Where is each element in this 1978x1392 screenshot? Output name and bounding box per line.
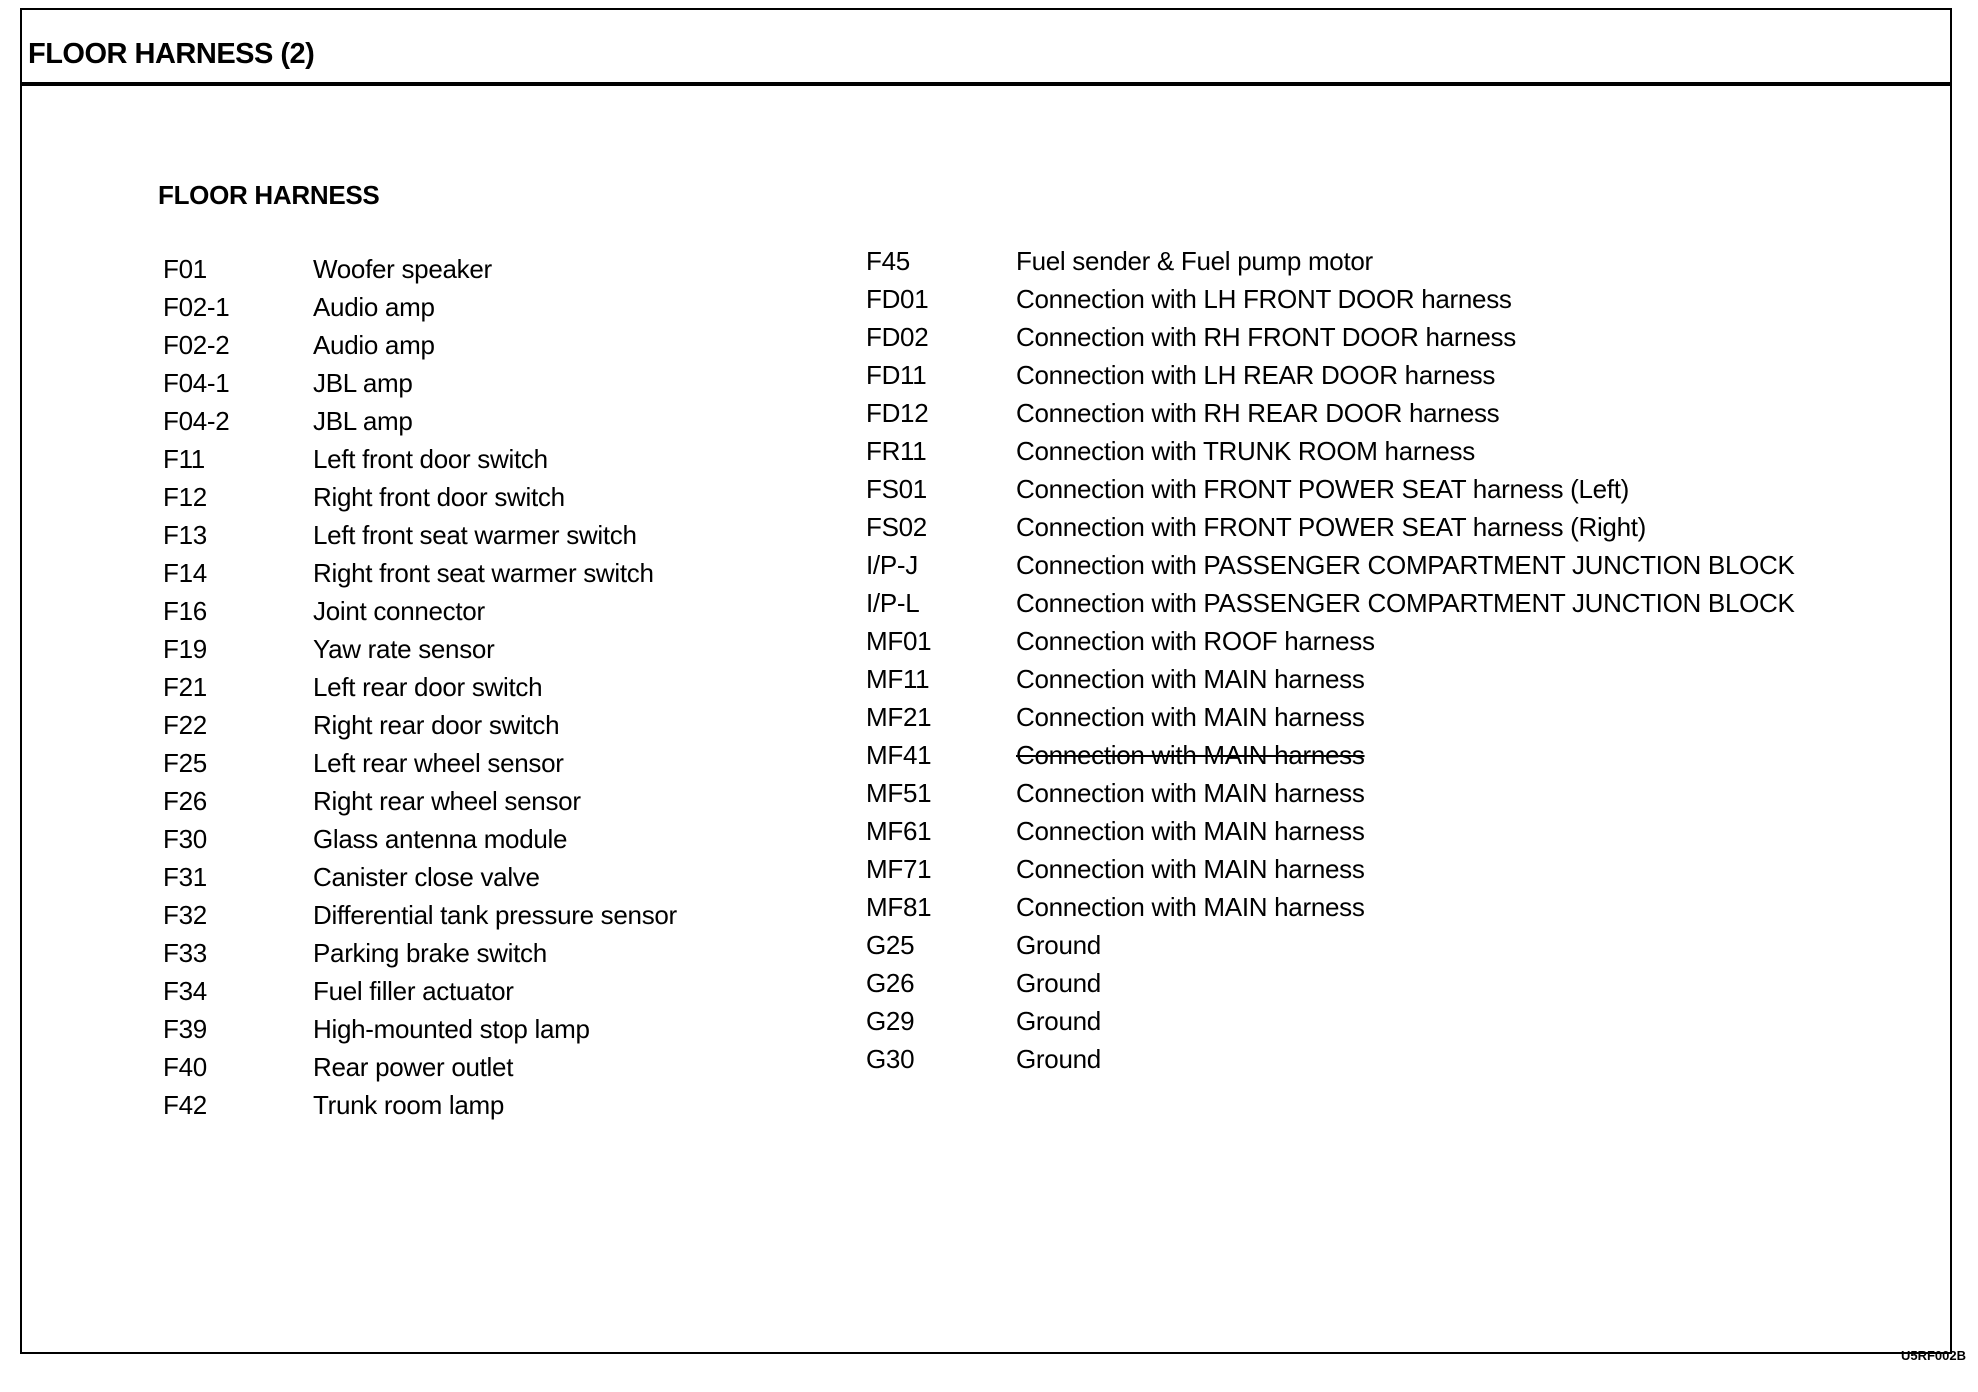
connector-row (163, 402, 783, 440)
connector-code: F40 (163, 1051, 207, 1082)
connector-description: Left rear wheel sensor (313, 747, 564, 778)
connector-row (866, 356, 1946, 394)
connector-description: High-mounted stop lamp (313, 1013, 590, 1044)
connector-code: F02-1 (163, 291, 230, 322)
connector-description: Woofer speaker (313, 253, 492, 284)
connector-code: G26 (866, 967, 915, 998)
connector-description: Connection with RH REAR DOOR harness (1016, 397, 1500, 428)
connector-description: Connection with TRUNK ROOM harness (1016, 435, 1475, 466)
connector-code: FR11 (866, 435, 927, 466)
connector-code: FD11 (866, 359, 927, 390)
connector-row (866, 318, 1946, 356)
connector-description: Right rear door switch (313, 709, 560, 740)
connector-code: F11 (163, 443, 205, 474)
connector-row (163, 630, 783, 668)
connector-description: Glass antenna module (313, 823, 568, 854)
connector-description: Left front seat warmer switch (313, 519, 637, 550)
connector-row (163, 554, 783, 592)
connector-code: F19 (163, 633, 207, 664)
connector-code: MF21 (866, 701, 932, 732)
connector-row (163, 820, 783, 858)
connector-code: F02-2 (163, 329, 230, 360)
connector-description: Right front seat warmer switch (313, 557, 654, 588)
connector-description: Connection with MAIN harness (1016, 663, 1365, 694)
connector-code: MF51 (866, 777, 932, 808)
connector-row (163, 706, 783, 744)
connector-code: F22 (163, 709, 207, 740)
connector-description: Left front door switch (313, 443, 548, 474)
connector-code: F21 (163, 671, 207, 702)
connector-code: F26 (163, 785, 207, 816)
connector-description: Connection with FRONT POWER SEAT harness (Right) (1016, 511, 1647, 542)
connector-code: G30 (866, 1043, 915, 1074)
connector-code: MF41 (866, 739, 932, 770)
connector-row (866, 850, 1946, 888)
connector-code: F25 (163, 747, 207, 778)
connector-row (866, 394, 1946, 432)
connector-code: F14 (163, 557, 207, 588)
connector-row (866, 1040, 1946, 1078)
connector-description: Canister close valve (313, 861, 540, 892)
connector-row (163, 972, 783, 1010)
connector-description: Right front door switch (313, 481, 565, 512)
connector-description: Connection with PASSENGER COMPARTMENT JUNCTION BLOCK (1016, 587, 1795, 618)
connector-code: FS02 (866, 511, 927, 542)
connector-row (866, 698, 1946, 736)
connector-row (866, 584, 1946, 622)
connector-description: Connection with MAIN harness (1016, 853, 1365, 884)
connector-row (163, 250, 783, 288)
connector-description: Rear power outlet (313, 1051, 514, 1082)
connector-row (866, 736, 1946, 774)
connector-description: Connection with MAIN harness (1016, 815, 1365, 846)
connector-code: F45 (866, 245, 910, 276)
connector-description: Connection with ROOF harness (1016, 625, 1375, 656)
connector-description: Connection with LH FRONT DOOR harness (1016, 283, 1512, 314)
connector-row (866, 432, 1946, 470)
connector-row (163, 288, 783, 326)
connector-row (163, 744, 783, 782)
connector-description: Connection with MAIN harness (1016, 777, 1365, 808)
connector-row (163, 440, 783, 478)
connector-row (163, 934, 783, 972)
title-bar (22, 10, 1950, 86)
connector-code: F01 (163, 253, 207, 284)
connector-description: Connection with RH FRONT DOOR harness (1016, 321, 1516, 352)
connector-description: JBL amp (313, 367, 413, 398)
connector-code: F30 (163, 823, 207, 854)
connector-row (866, 888, 1946, 926)
connector-description: JBL amp (313, 405, 413, 436)
connector-description: Connection with MAIN harness (1016, 739, 1365, 770)
connector-row (163, 592, 783, 630)
connector-row (866, 964, 1946, 1002)
connector-code: F39 (163, 1013, 207, 1044)
connector-row (163, 1086, 783, 1124)
connector-row (163, 1048, 783, 1086)
connector-code: F34 (163, 975, 207, 1006)
connector-description: Fuel filler actuator (313, 975, 514, 1006)
connector-row (163, 668, 783, 706)
connector-code: FD01 (866, 283, 929, 314)
connector-description: Audio amp (313, 291, 435, 322)
connector-code: G29 (866, 1005, 915, 1036)
connector-code: F32 (163, 899, 207, 930)
connector-code: MF11 (866, 663, 930, 694)
section-title: FLOOR HARNESS (158, 180, 380, 210)
connector-row (163, 364, 783, 402)
connector-row (866, 546, 1946, 584)
connector-code: F13 (163, 519, 207, 550)
connector-code: MF71 (866, 853, 932, 884)
connector-code: F12 (163, 481, 207, 512)
connector-description: Ground (1016, 967, 1101, 998)
connector-description: Right rear wheel sensor (313, 785, 581, 816)
connector-row (866, 774, 1946, 812)
connector-description: Ground (1016, 1005, 1101, 1036)
connector-description: Fuel sender & Fuel pump motor (1016, 245, 1373, 276)
connector-description: Left rear door switch (313, 671, 543, 702)
connector-description: Connection with PASSENGER COMPARTMENT JUNCTION BLOCK (1016, 549, 1795, 580)
connector-description: Differential tank pressure sensor (313, 899, 677, 930)
connector-code: F04-2 (163, 405, 230, 436)
connector-description: Joint connector (313, 595, 485, 626)
connector-row (163, 896, 783, 934)
connector-row (163, 326, 783, 364)
connector-description: Ground (1016, 929, 1101, 960)
figure-code: U5RF002B (1900, 1348, 1966, 1363)
connector-code: FS01 (866, 473, 927, 504)
connector-code: F42 (163, 1089, 207, 1120)
connector-code: F16 (163, 595, 207, 626)
connector-description: Connection with MAIN harness (1016, 891, 1365, 922)
connector-code: F33 (163, 937, 207, 968)
connector-code: MF01 (866, 625, 932, 656)
connector-description: Trunk room lamp (313, 1089, 505, 1120)
connector-row (866, 926, 1946, 964)
connector-row (163, 858, 783, 896)
connector-description: Audio amp (313, 329, 435, 360)
left-connector-list (163, 250, 783, 1124)
connector-row (163, 782, 783, 820)
connector-row (163, 478, 783, 516)
connector-description: Connection with FRONT POWER SEAT harness (Left) (1016, 473, 1629, 504)
connector-row (866, 622, 1946, 660)
connector-row (866, 660, 1946, 698)
page-title: FLOOR HARNESS (2) (28, 38, 315, 70)
connector-row (866, 470, 1946, 508)
connector-code: I/P-J (866, 549, 918, 580)
connector-code: G25 (866, 929, 915, 960)
connector-code: MF81 (866, 891, 932, 922)
connector-code: FD12 (866, 397, 929, 428)
connector-code: F04-1 (163, 367, 230, 398)
connector-description: Connection with LH REAR DOOR harness (1016, 359, 1496, 390)
connector-row (866, 242, 1946, 280)
connector-row (866, 508, 1946, 546)
connector-code: I/P-L (866, 587, 920, 618)
connector-row (866, 812, 1946, 850)
connector-row (866, 1002, 1946, 1040)
connector-description: Yaw rate sensor (313, 633, 495, 664)
connector-code: F31 (163, 861, 207, 892)
connector-row (163, 516, 783, 554)
connector-code: FD02 (866, 321, 929, 352)
connector-description: Parking brake switch (313, 937, 547, 968)
connector-row (163, 1010, 783, 1048)
right-connector-list (866, 242, 1946, 1078)
connector-row (866, 280, 1946, 318)
connector-description: Connection with MAIN harness (1016, 701, 1365, 732)
connector-description: Ground (1016, 1043, 1101, 1074)
connector-code: MF61 (866, 815, 932, 846)
